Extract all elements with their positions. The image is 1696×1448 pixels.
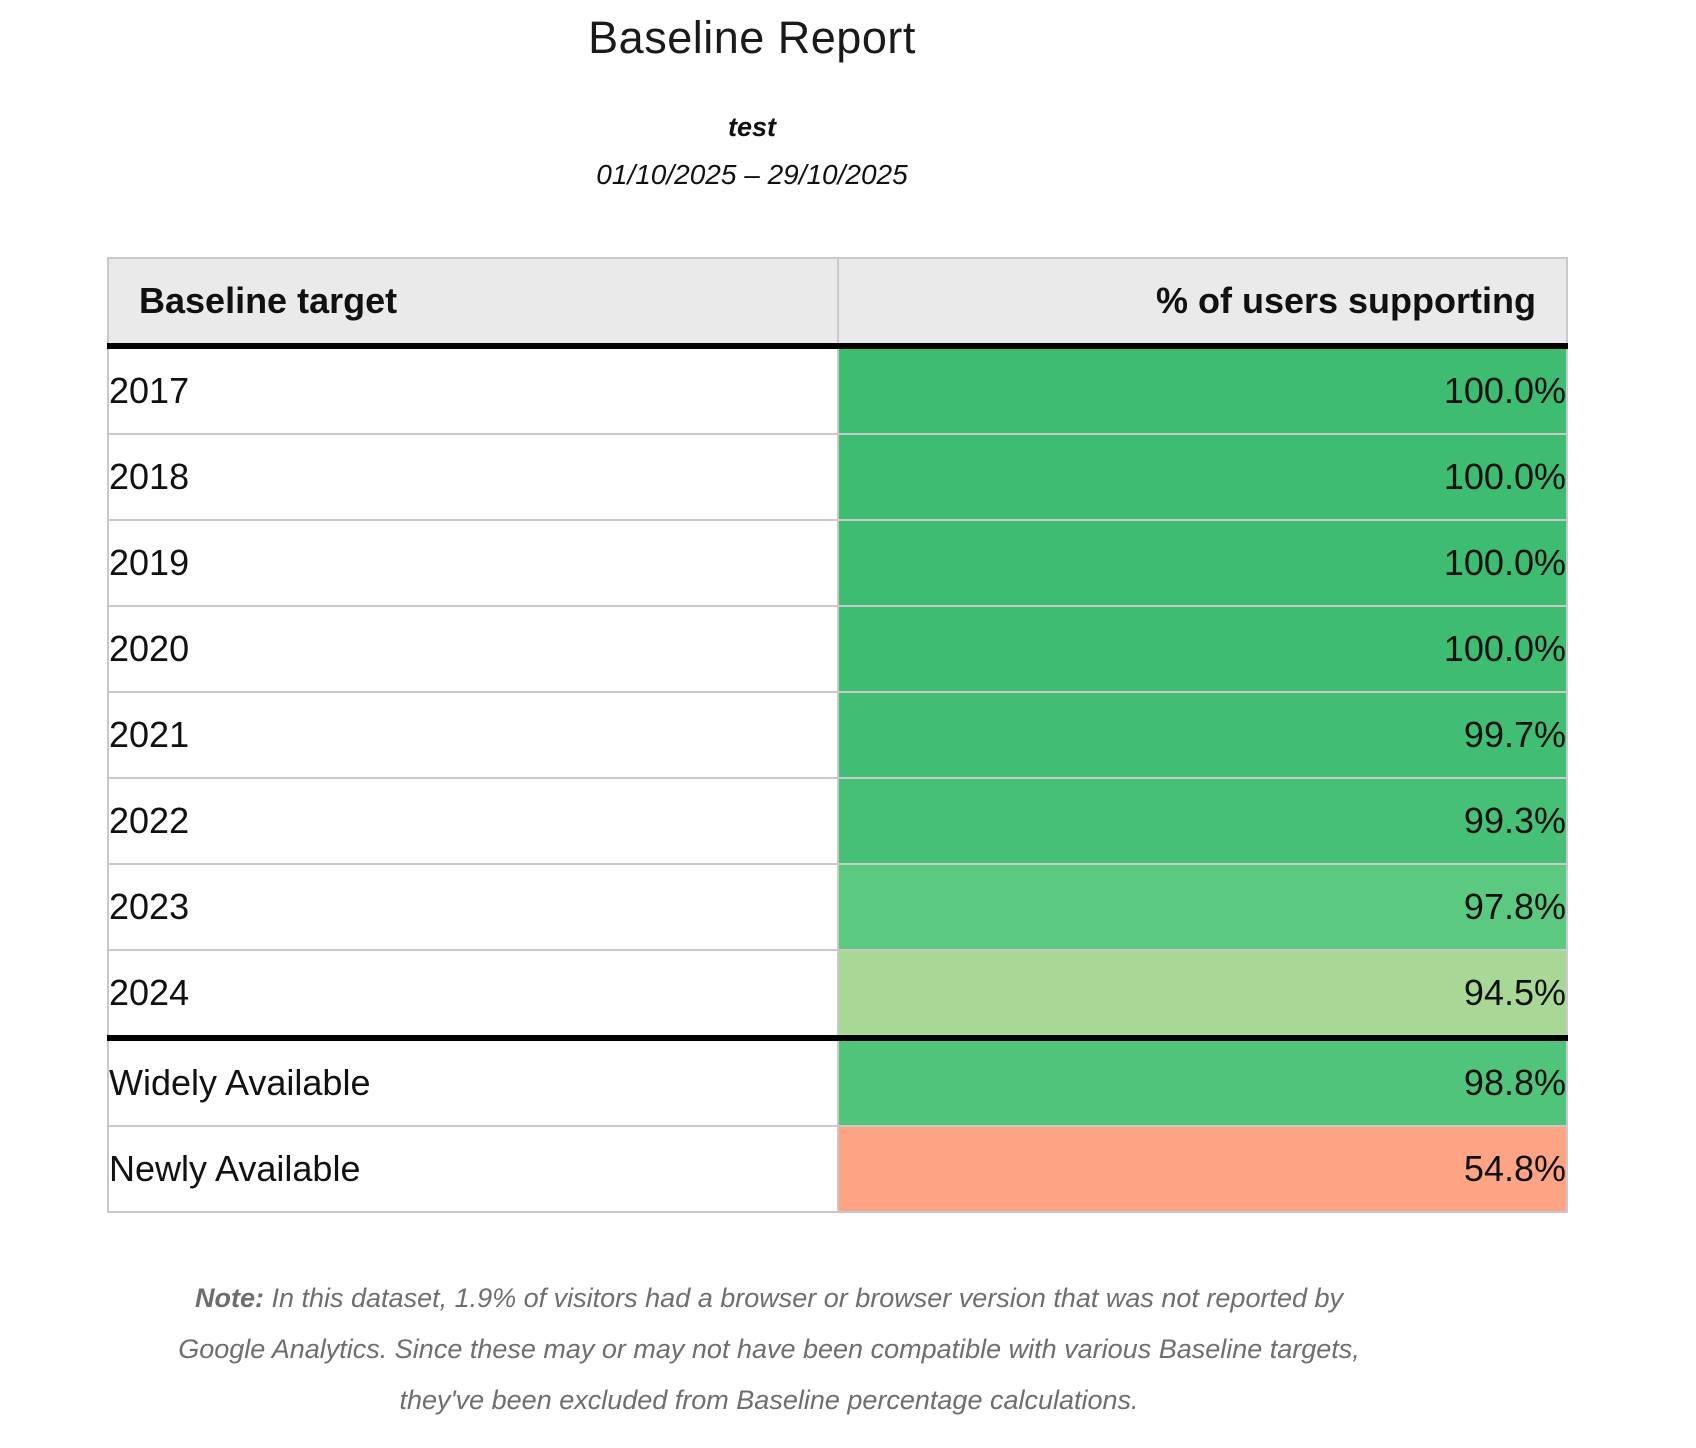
baseline-target-cell: 2018 [108, 434, 838, 520]
percent-supporting-cell: 100.0% [838, 434, 1568, 520]
table-row [108, 778, 1567, 864]
table-row [108, 1126, 1567, 1212]
page-title: Baseline Report [588, 12, 916, 63]
baseline-table-body [108, 346, 1567, 1212]
baseline-target-cell: 2019 [108, 520, 838, 606]
report-date-range: 01/10/2025 – 29/10/2025 [596, 159, 908, 190]
table-row [108, 692, 1567, 778]
baseline-target-cell: 2023 [108, 864, 838, 950]
percent-supporting-cell: 100.0% [838, 346, 1568, 434]
table-row [108, 950, 1567, 1038]
percent-supporting-cell: 100.0% [838, 606, 1568, 692]
baseline-target-cell: 2020 [108, 606, 838, 692]
baseline-table [107, 257, 1568, 1213]
baseline-target-cell: 2022 [108, 778, 838, 864]
percent-supporting-cell: 100.0% [838, 520, 1568, 606]
table-row [108, 1038, 1567, 1126]
note-label: Note: [194, 1283, 264, 1313]
baseline-table-header [108, 258, 1567, 346]
percent-supporting-cell: 94.5% [838, 950, 1568, 1038]
report-header [104, 0, 1400, 191]
column-header-users-supporting: % of users supporting [838, 258, 1568, 346]
table-row [108, 606, 1567, 692]
table-row [108, 864, 1567, 950]
table-row [108, 434, 1567, 520]
table-row [108, 520, 1567, 606]
baseline-target-cell: 2017 [108, 346, 838, 434]
table-row [108, 346, 1567, 434]
percent-supporting-cell: 98.8% [838, 1038, 1568, 1126]
percent-supporting-cell: 99.3% [838, 778, 1568, 864]
percent-supporting-cell: 99.7% [838, 692, 1568, 778]
percent-supporting-cell: 97.8% [838, 864, 1568, 950]
baseline-target-cell: 2024 [108, 950, 838, 1038]
column-header-baseline-target: Baseline target [108, 258, 838, 346]
baseline-target-cell: Widely Available [108, 1038, 838, 1126]
report-note [104, 1273, 1434, 1425]
baseline-target-cell: 2021 [108, 692, 838, 778]
baseline-target-cell: Newly Available [108, 1126, 838, 1212]
header-row [108, 258, 1567, 346]
report-subtitle: test [727, 112, 776, 142]
percent-supporting-cell: 54.8% [838, 1126, 1568, 1212]
note-text: Note: In this dataset, 1.9% of visitors had a browser or browser version that was not reported by Google Analytics. Since these may or may not have been compatible with various Baseline targets, they've been excluded from Baseline percentage calculations. [178, 1283, 1360, 1415]
